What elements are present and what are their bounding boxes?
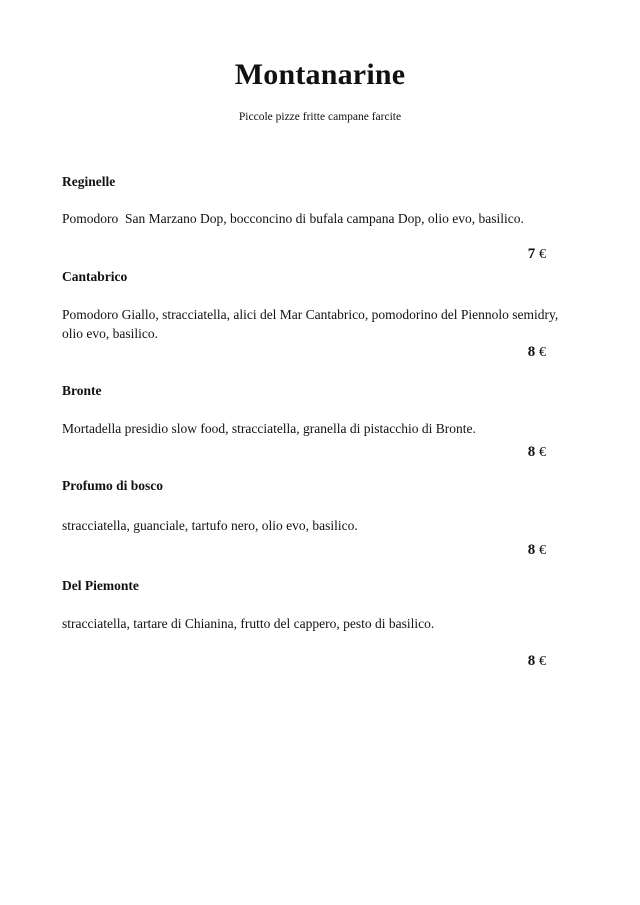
menu-item-description: Pomodoro Giallo, stracciatella, alici del Mar Cantabrico, pomodorino del Piennolo semidry, olio evo, basilico. [62,307,562,341]
menu-subtitle: Piccole pizze fritte campane farcite [238,111,402,123]
menu-item [62,381,578,462]
price-value: 8 [527,444,536,460]
euro-currency-symbol: € [539,445,546,460]
menu-item-description: Mortadella presidio slow food, stracciatella, granella di pistacchio di Bronte. [62,421,476,436]
menu-item [62,576,578,671]
menu-items-list [0,172,640,671]
menu-item-price [62,343,578,362]
menu-title: Montanarine [234,58,406,91]
menu-item [62,476,578,560]
euro-currency-symbol: € [539,345,546,360]
menu-item-name: Cantabrico [62,269,128,284]
menu-item-price [62,443,578,462]
menu-item [62,267,578,362]
menu-item-price [62,652,578,671]
menu-item-price [62,245,578,264]
price-value: 8 [527,653,536,669]
menu-item-description: stracciatella, tartare di Chianina, frutto del cappero, pesto di basilico. [62,616,435,631]
price-value: 8 [527,344,536,360]
euro-currency-symbol: € [539,543,546,558]
price-value: 8 [527,542,536,558]
menu-item-name: Del Piemonte [62,578,139,593]
menu-item [62,172,578,264]
menu-item-price [62,541,578,560]
price-value: 7 [527,246,536,262]
euro-currency-symbol: € [539,247,546,262]
menu-item-description: Pomodoro San Marzano Dop, bocconcino di bufala campana Dop, olio evo, basilico. [62,211,524,226]
menu-item-name: Reginelle [62,174,116,189]
menu-item-description: stracciatella, guanciale, tartufo nero, olio evo, basilico. [62,518,358,533]
menu-item-name: Profumo di bosco [62,478,164,493]
euro-currency-symbol: € [539,654,546,669]
menu-item-name: Bronte [62,383,102,398]
